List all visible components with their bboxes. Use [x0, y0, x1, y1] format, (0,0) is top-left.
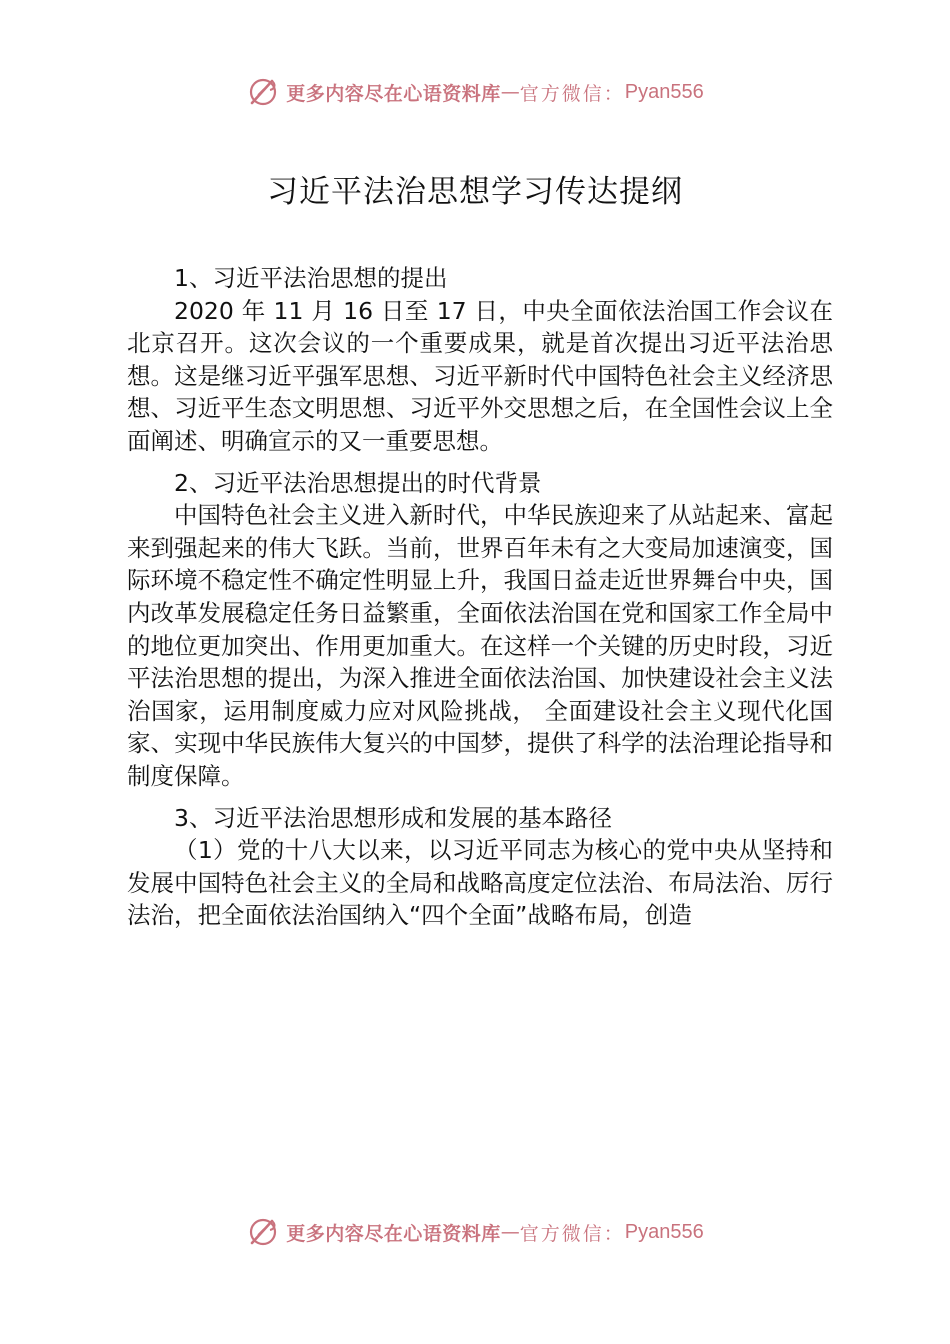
watermark-label: 官方微信：	[519, 1222, 625, 1245]
watermark-label: 官方微信：	[519, 82, 625, 105]
paragraph: 中国特色社会主义进入新时代，中华民族迎来了从站起来、富起来到强起来的伟大飞跃。当前，世界百年未有之大变局加速演变，国际环境不稳定性不确定性明显上升，我国日益走近世界舞台中央，国内改革发展稳定任务日益繁重，全面依法治国在党和国家工作全局中的地位更加突出、作用更加重大。在这样一个关键的历史时段，习近平法治思想的提出，为深入推进全面依法治国、加快建设社会主义法治国家，运用制度威力应对风险挑战， 全面建设社会主义现代化国家、实现中华民族伟大复兴的中国梦，提供了科学的法治理论指导和制度保障。	[127, 501, 833, 790]
section-heading-2: 2、习近平法治思想提出的时代背景	[174, 468, 542, 497]
section-heading-3: 3、习近平法治思想形成和发展的基本路径	[174, 803, 612, 832]
footer-watermark	[0, 1212, 950, 1252]
quill-seal-icon	[246, 75, 280, 109]
watermark-text: 更多内容尽在心语资料库	[286, 1222, 501, 1245]
paragraph: （1）党的十八大以来，以习近平同志为核心的党中央从坚持和发展中国特色社会主义的全局和战略高度定位法治、布局法治、厉行法治，把全面依法治国纳入“四个全面”战略布局，创造	[127, 836, 833, 930]
document-title: 习近平法治思想学习传达提纲	[267, 174, 683, 210]
watermark-text: 更多内容尽在心语资料库	[286, 82, 501, 105]
watermark-dash: —	[500, 81, 520, 103]
watermark-dash: —	[500, 1221, 520, 1243]
header-watermark	[0, 72, 950, 112]
quill-seal-icon	[246, 1215, 280, 1249]
paragraph: 2020 年 11 月 16 日至 17 日，中央全面依法治国工作会议在北京召开。这次会议的一个重要成果，就是首次提出习近平法治思想。这是继习近平强军思想、习近平新时代中国特色社会主义经济思想、习近平生态文明思想、习近平外交思想之后，在全国性会议上全面阐述、明确宣示的又一重要思想。	[127, 296, 833, 455]
watermark-id: Pyan556	[624, 1220, 704, 1243]
watermark-id: Pyan556	[624, 80, 704, 103]
document-body	[127, 262, 833, 932]
section-heading-1: 1、习近平法治思想的提出	[174, 264, 448, 292]
